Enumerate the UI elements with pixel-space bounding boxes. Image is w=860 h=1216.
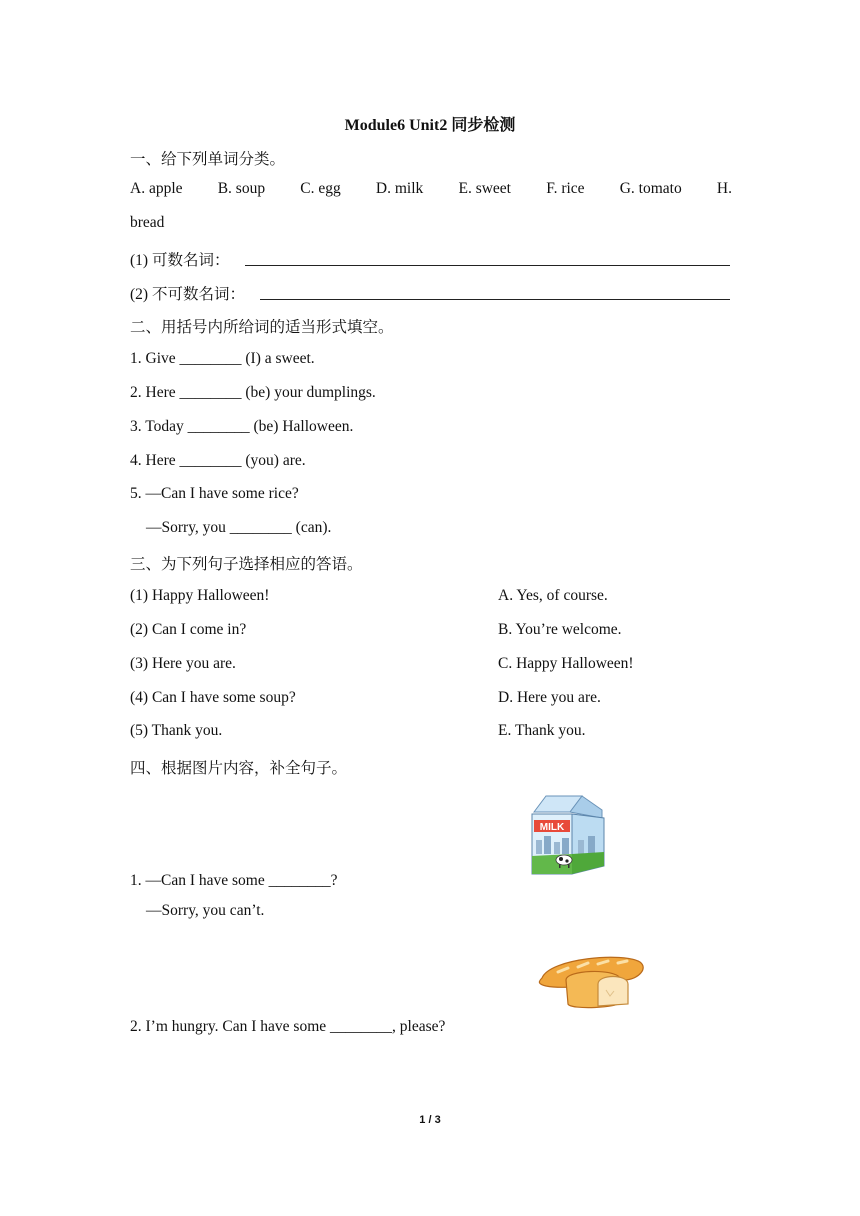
match-left-4: (4) Can I have some soup? xyxy=(130,689,296,706)
match-left-1: (1) Happy Halloween! xyxy=(130,587,270,604)
uncountable-answer-line[interactable] xyxy=(260,299,730,300)
section1-heading: 一、给下列单词分类。 xyxy=(130,151,286,168)
picture-q2: 2. I’m hungry. Can I have some ________, please? xyxy=(130,1018,446,1035)
option-a: A. apple xyxy=(130,180,183,197)
milk-carton-image xyxy=(528,792,608,876)
countable-label: (1) 可数名词： xyxy=(130,252,230,269)
option-c: C. egg xyxy=(300,180,341,197)
word-options xyxy=(130,180,732,198)
match-left-2: (2) Can I come in? xyxy=(130,621,247,638)
option-h: H. xyxy=(716,180,732,197)
countable-answer-line[interactable] xyxy=(245,265,730,266)
page-title: Module6 Unit2 同步检测 xyxy=(344,117,516,134)
section3-heading: 三、为下列句子选择相应的答语。 xyxy=(130,556,363,573)
option-f: F. rice xyxy=(546,180,585,197)
match-right-a: A. Yes, of course. xyxy=(498,587,608,604)
option-b: B. soup xyxy=(217,180,266,197)
match-right-c: C. Happy Halloween! xyxy=(498,655,634,672)
match-right-b: B. You’re welcome. xyxy=(498,621,622,638)
section2-heading: 二、用括号内所给词的适当形式填空。 xyxy=(130,319,394,336)
option-e: E. sweet xyxy=(458,180,511,197)
fill-item-2: 2. Here ________ (be) your dumplings. xyxy=(130,384,376,401)
option-h-wrap: bread xyxy=(130,214,165,231)
milk-label: MILK xyxy=(539,822,565,833)
fill-item-5: 5. —Can I have some rice? xyxy=(130,485,299,502)
match-left-3: (3) Here you are. xyxy=(130,655,236,672)
uncountable-label: (2) 不可数名词： xyxy=(130,286,245,303)
option-g: G. tomato xyxy=(619,180,682,197)
fill-item-1: 1. Give ________ (I) a sweet. xyxy=(130,350,315,367)
page-number: 1 / 3 xyxy=(419,1114,441,1126)
fill-item-5-reply: —Sorry, you ________ (can). xyxy=(146,519,332,536)
fill-item-3: 3. Today ________ (be) Halloween. xyxy=(130,418,354,435)
match-left-5: (5) Thank you. xyxy=(130,722,223,739)
section4-heading: 四、根据图片内容，补全句子。 xyxy=(130,760,348,777)
option-d: D. milk xyxy=(375,180,424,197)
match-right-d: D. Here you are. xyxy=(498,689,601,706)
picture-q1-reply: —Sorry, you can’t. xyxy=(146,902,265,919)
fill-item-4: 4. Here ________ (you) are. xyxy=(130,452,306,469)
picture-q1: 1. —Can I have some ________? xyxy=(130,872,338,889)
bread-image xyxy=(536,950,648,1012)
match-right-e: E. Thank you. xyxy=(498,722,586,739)
